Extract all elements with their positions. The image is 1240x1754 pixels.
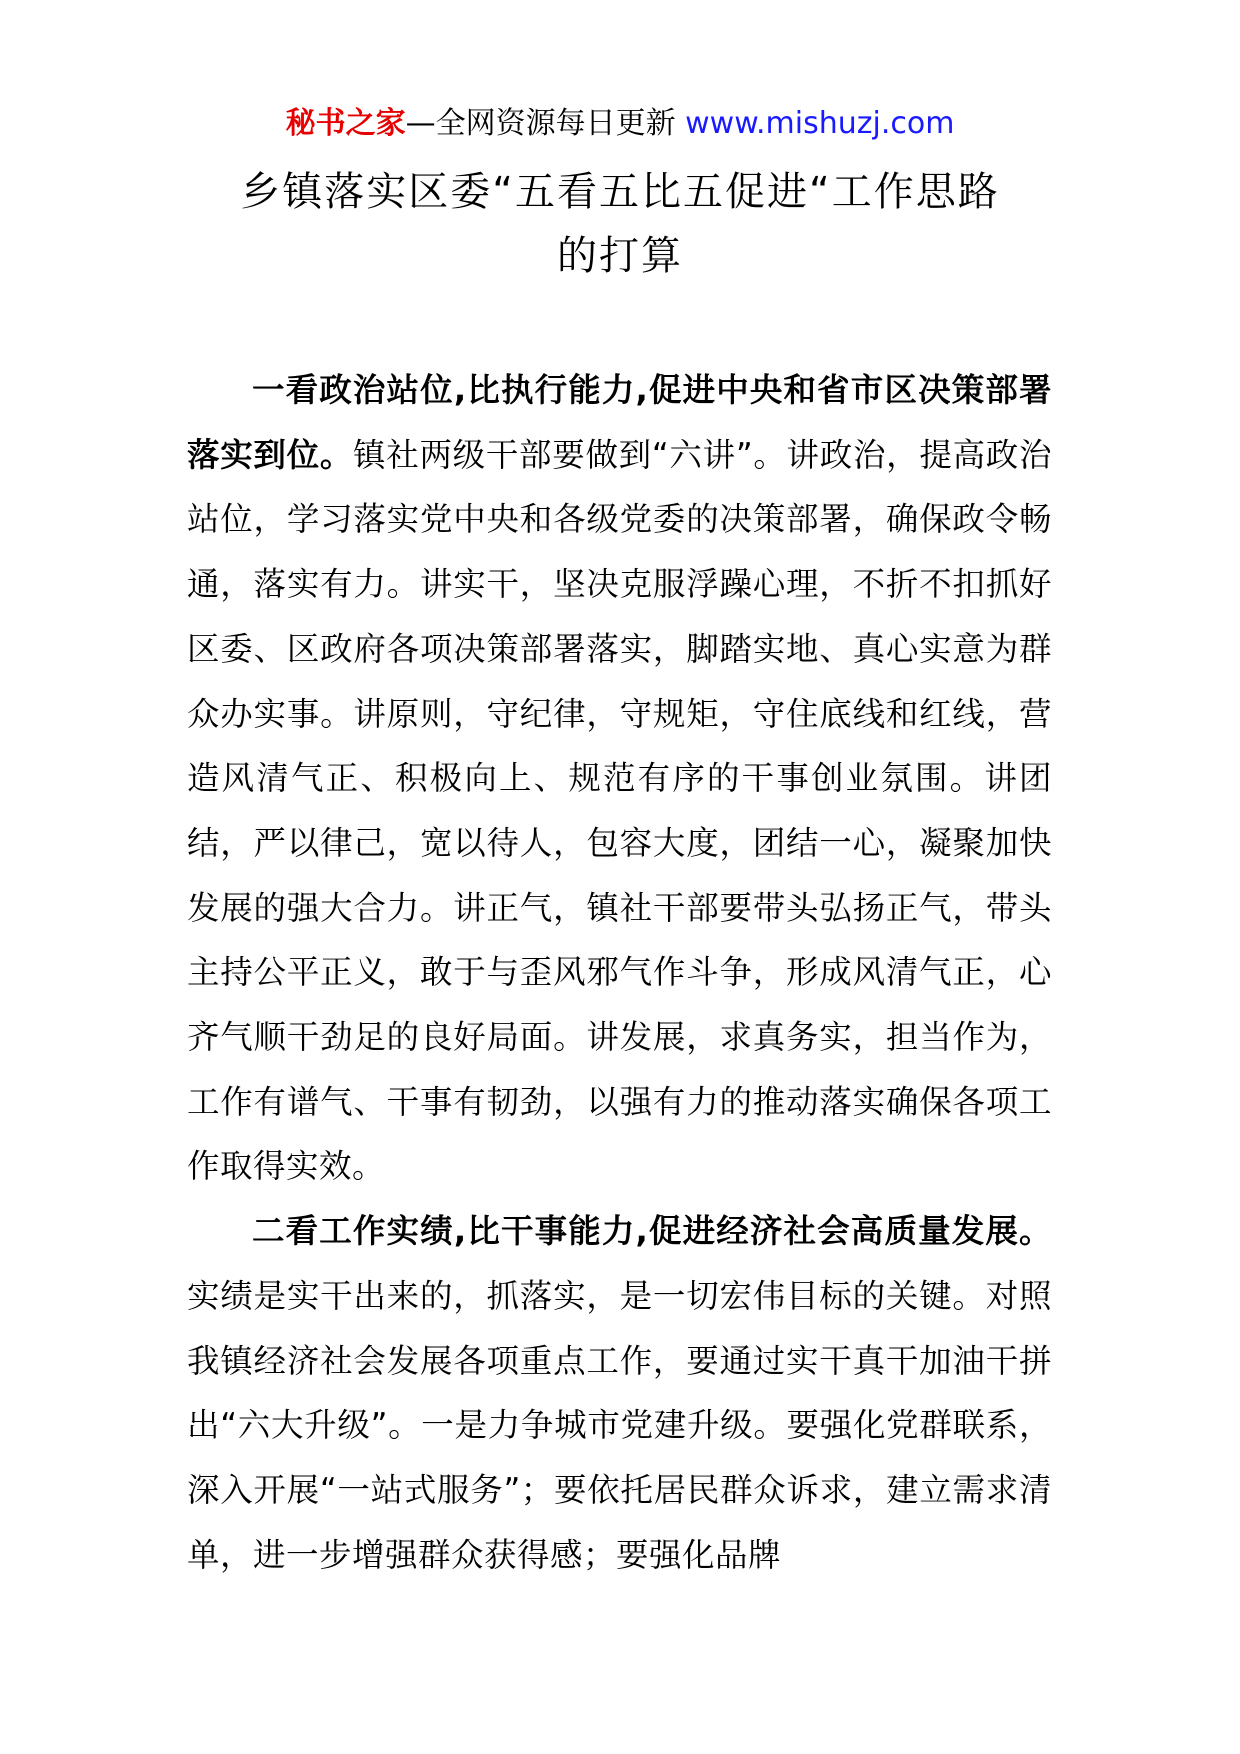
brand-name: 秘书之家: [285, 106, 406, 141]
title-line-2: 的打算: [557, 233, 683, 279]
site-header: [0, 100, 1240, 148]
document-body: [187, 358, 1052, 1587]
paragraph-1: [187, 358, 1052, 1199]
paragraph-lead: 一看政治站位,比执行能力,促进中央和省市区决策部署落实到位。: [187, 371, 1052, 474]
paragraph-text: 镇社两级干部要做到“六讲”。讲政治，提高政治站位，学习落实党中央和各级党委的决策部署，确保政令畅通，落实有力。讲实干，坚决克服浮躁心理，不折不扣抓好区委、区政府各项决策部署落实，脚踏实地、真心实意为群众办实事。讲原则，守纪律，守规矩，守住底线和红线，营造风清气正、积极向上、规范有序的干事创业氛围。讲团结，严以律己，宽以待人，包容大度，团结一心，凝聚加快发展的强大合力。讲正气，镇社干部要带头弘扬正气，带头主持公平正义，敢于与歪风邪气作斗争，形成风清气正，心齐气顺干劲足的良好局面。讲发展，求真务实，担当作为，工作有谱气、干事有韧劲，以强有力的推动落实确保各项工作取得实效。: [187, 435, 1052, 1186]
title-line-1: 乡镇落实区委“五看五比五促进“工作思路: [240, 169, 1000, 215]
site-url-link[interactable]: www.mishuzj.com: [685, 106, 955, 141]
header-tagline: —全网资源每日更新: [405, 106, 686, 141]
paragraph-lead: 二看工作实绩,比干事能力,促进经济社会高质量发展。: [252, 1212, 1052, 1251]
paragraph-2: [187, 1199, 1052, 1587]
paragraph-text: 实绩是实干出来的，抓落实，是一切宏伟目标的关键。对照我镇经济社会发展各项重点工作，要通过实干真干加油干拼出“六大升级”。一是力争城市党建升级。要强化党群联系，深入开展“一站式服务”；要依托居民群众诉求，建立需求清单，进一步增强群众获得感；要强化品牌: [187, 1276, 1052, 1574]
document-title: [120, 160, 1120, 288]
